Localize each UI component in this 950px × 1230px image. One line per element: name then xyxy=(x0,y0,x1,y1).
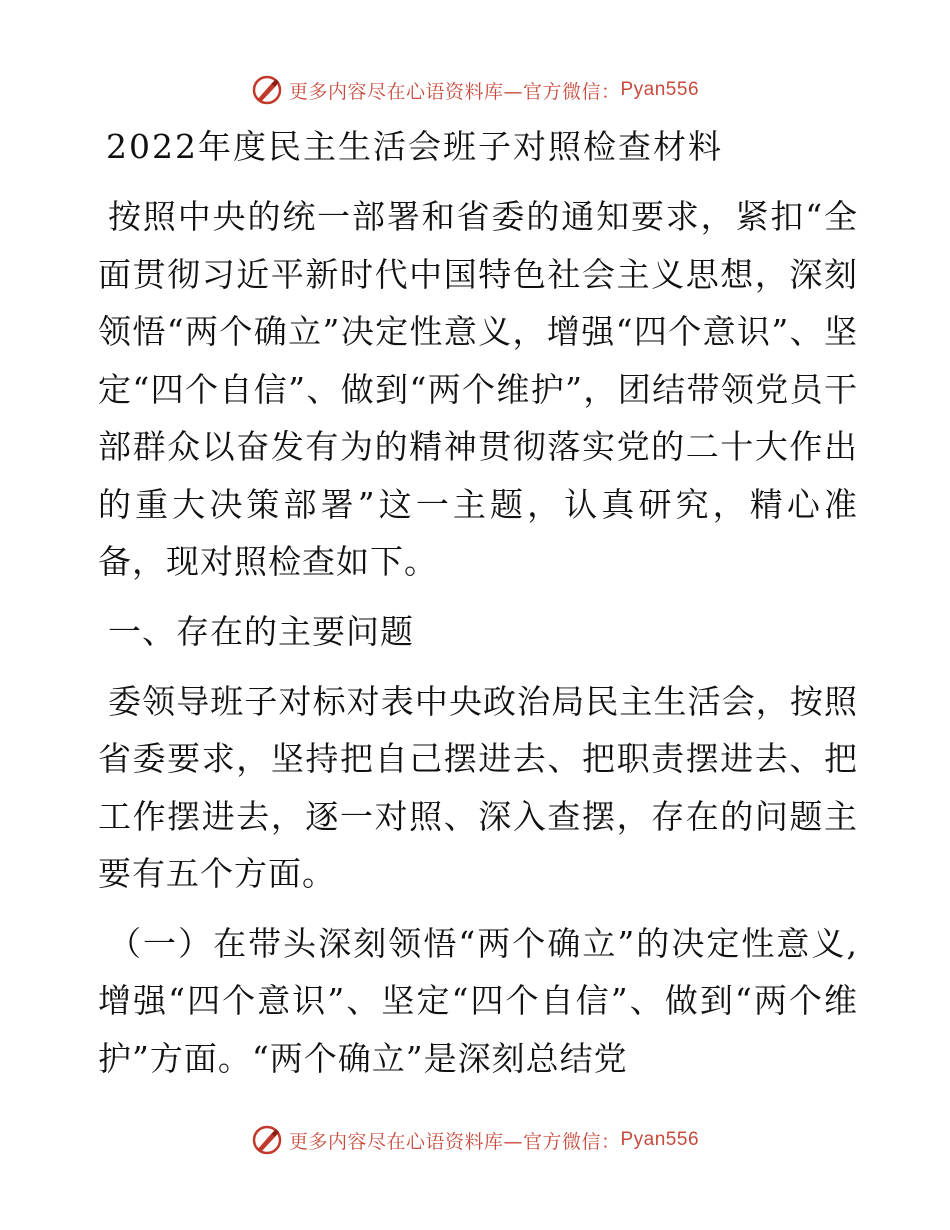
document-title: 2022年度民主生活会班子对照检查材料 xyxy=(106,127,723,166)
section-paragraph: 委领导班子对标对表中央政治局民主生活会，按照省委要求，坚持把自己摆进去、把职责摆进去、把工作摆进去，逐一对照、深入查摆，存在的问题主要有五个方面。 xyxy=(98,681,858,893)
watermark-footer xyxy=(0,1124,950,1156)
pen-logo-icon xyxy=(251,74,283,106)
intro-paragraph: 按照中央的统一部署和省委的通知要求，紧扣“全面贯彻习近平新时代中国特色社会主义思想，深刻领悟“两个确立”决定性意义，增强“四个意识”、坚定“四个自信”、做到“两个维护”，团结带领党员干部群众以奋发有为的精神贯彻落实党的二十大作出的重大决策部署”这一主题，认真研究，精心准备，现对照检查如下。 xyxy=(98,197,858,581)
watermark-text: 更多内容尽在心语资料库—官方微信： xyxy=(288,1130,621,1153)
pen-logo-icon xyxy=(251,1124,283,1156)
watermark-wechat-id: Pyan556 xyxy=(620,1129,700,1150)
subsection-paragraph: （一）在带头深刻领悟“两个确立”的决定性意义,增强“四个意识”、坚定“四个自信”、做到“两个维护”方面。“两个确立”是深刻总结党 xyxy=(98,923,858,1078)
watermark-text: 更多内容尽在心语资料库—官方微信： xyxy=(288,80,621,103)
document-body xyxy=(98,118,858,1099)
watermark-wechat-id: Pyan556 xyxy=(620,79,700,100)
section-heading: 一、存在的主要问题 xyxy=(108,611,414,651)
watermark-header xyxy=(0,74,950,106)
